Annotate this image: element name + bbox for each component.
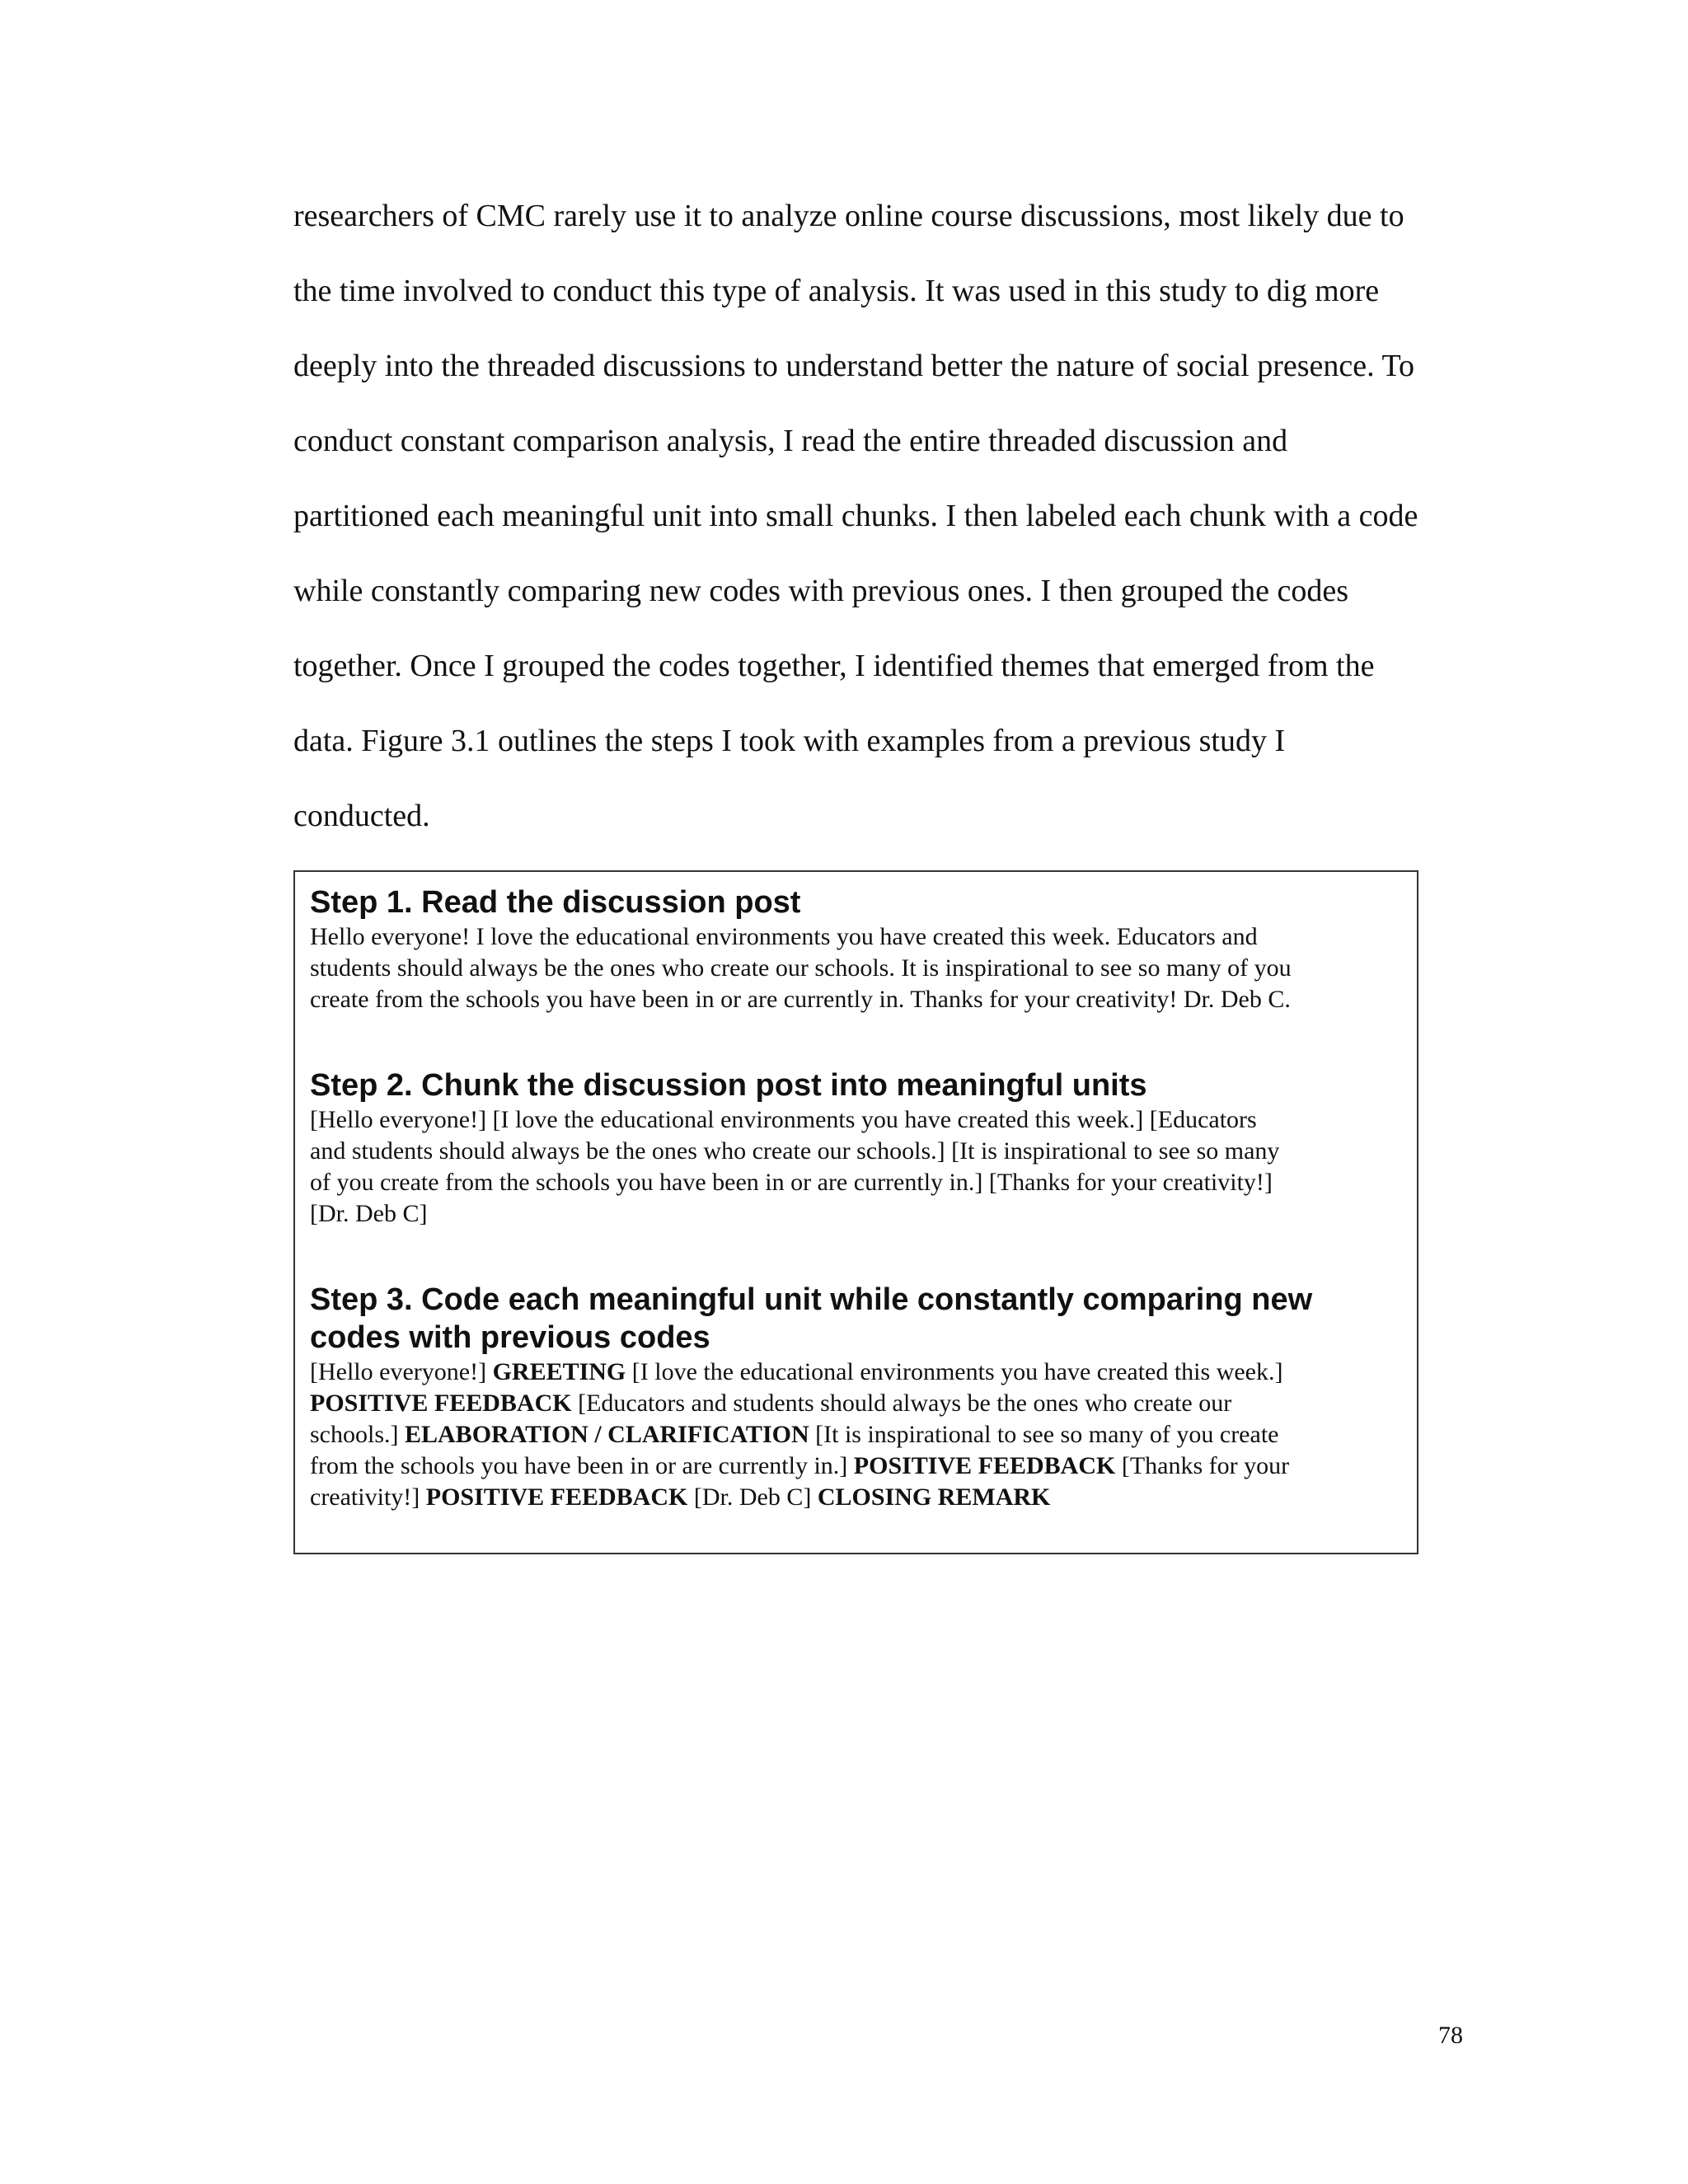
paragraph-line: partitioned each meaningful unit into small chunks. I then labeled each chunk with a code <box>293 499 1418 533</box>
step1-text-line: create from the schools you have been in or are currently in. Thanks for your creativity! Dr. Deb C. <box>310 986 1291 1013</box>
code-label: GREETING <box>492 1358 626 1385</box>
step3-heading: Step 3. Code each meaningful unit while constantly comparing new <box>310 1282 1313 1317</box>
code-label: CLOSING REMARK <box>817 1483 1051 1511</box>
step2-heading: Step 2. Chunk the discussion post into meaningful units <box>310 1068 1147 1103</box>
step1-text-line: Hello everyone! I love the educational environments you have created this week. Educators and <box>310 923 1258 950</box>
figure-box <box>293 870 1418 1554</box>
page-number: 78 <box>1438 2022 1463 2049</box>
unit-text: [It is inspirational to see so many of you create <box>809 1421 1279 1448</box>
paragraph-line: together. Once I grouped the codes together, I identified themes that emerged from the <box>293 649 1375 683</box>
step3-text-line <box>310 1451 1289 1482</box>
paragraph-line: researchers of CMC rarely use it to analyze online course discussions, most likely due to <box>293 199 1404 233</box>
step2-text-line: [Hello everyone!] [I love the educational environments you have created this week.] [Educators <box>310 1106 1257 1133</box>
unit-text: [Thanks for your <box>1115 1452 1290 1479</box>
paragraph-line: deeply into the threaded discussions to understand better the nature of social presence. To <box>293 349 1415 383</box>
step2-text-line: [Dr. Deb C] <box>310 1200 428 1227</box>
paragraph-line: the time involved to conduct this type of analysis. It was used in this study to dig more <box>293 274 1380 308</box>
step2-text-line: of you create from the schools you have been in or are currently in.] [Thanks for your creativity!] <box>310 1169 1273 1196</box>
unit-text: schools.] <box>310 1421 405 1448</box>
code-label: POSITIVE FEEDBACK <box>853 1452 1116 1479</box>
unit-text: from the schools you have been in or are currently in.] <box>310 1452 854 1479</box>
paragraph-line: conduct constant comparison analysis, I read the entire threaded discussion and <box>293 424 1288 458</box>
step3-heading-continued: codes with previous codes <box>310 1320 710 1355</box>
step2-text-line: and students should always be the ones who create our schools.] [It is inspirational to see so many <box>310 1137 1280 1165</box>
step3-text-line <box>310 1388 1231 1419</box>
unit-text: [Educators and students should always be the ones who create our <box>571 1390 1232 1417</box>
unit-text: [Hello everyone!] <box>310 1358 493 1385</box>
unit-text: [I love the educational environments you have created this week.] <box>626 1358 1283 1385</box>
step1-text-line: students should always be the ones who create our schools. It is inspirational to see so many of you <box>310 954 1292 982</box>
step1-heading: Step 1. Read the discussion post <box>310 885 801 920</box>
unit-text: creativity!] <box>310 1483 426 1511</box>
step3-text-line <box>310 1419 1278 1451</box>
unit-text: [Dr. Deb C] <box>687 1483 818 1511</box>
code-label: POSITIVE FEEDBACK <box>425 1483 688 1511</box>
step3-text-line <box>310 1482 1050 1513</box>
code-label: ELABORATION / CLARIFICATION <box>405 1421 809 1448</box>
step3-text-line <box>310 1357 1282 1388</box>
paragraph-line: data. Figure 3.1 outlines the steps I took with examples from a previous study I <box>293 724 1286 758</box>
code-label: POSITIVE FEEDBACK <box>310 1390 572 1417</box>
paragraph-line: while constantly comparing new codes with previous ones. I then grouped the codes <box>293 574 1349 608</box>
paragraph-line: conducted. <box>293 799 430 833</box>
